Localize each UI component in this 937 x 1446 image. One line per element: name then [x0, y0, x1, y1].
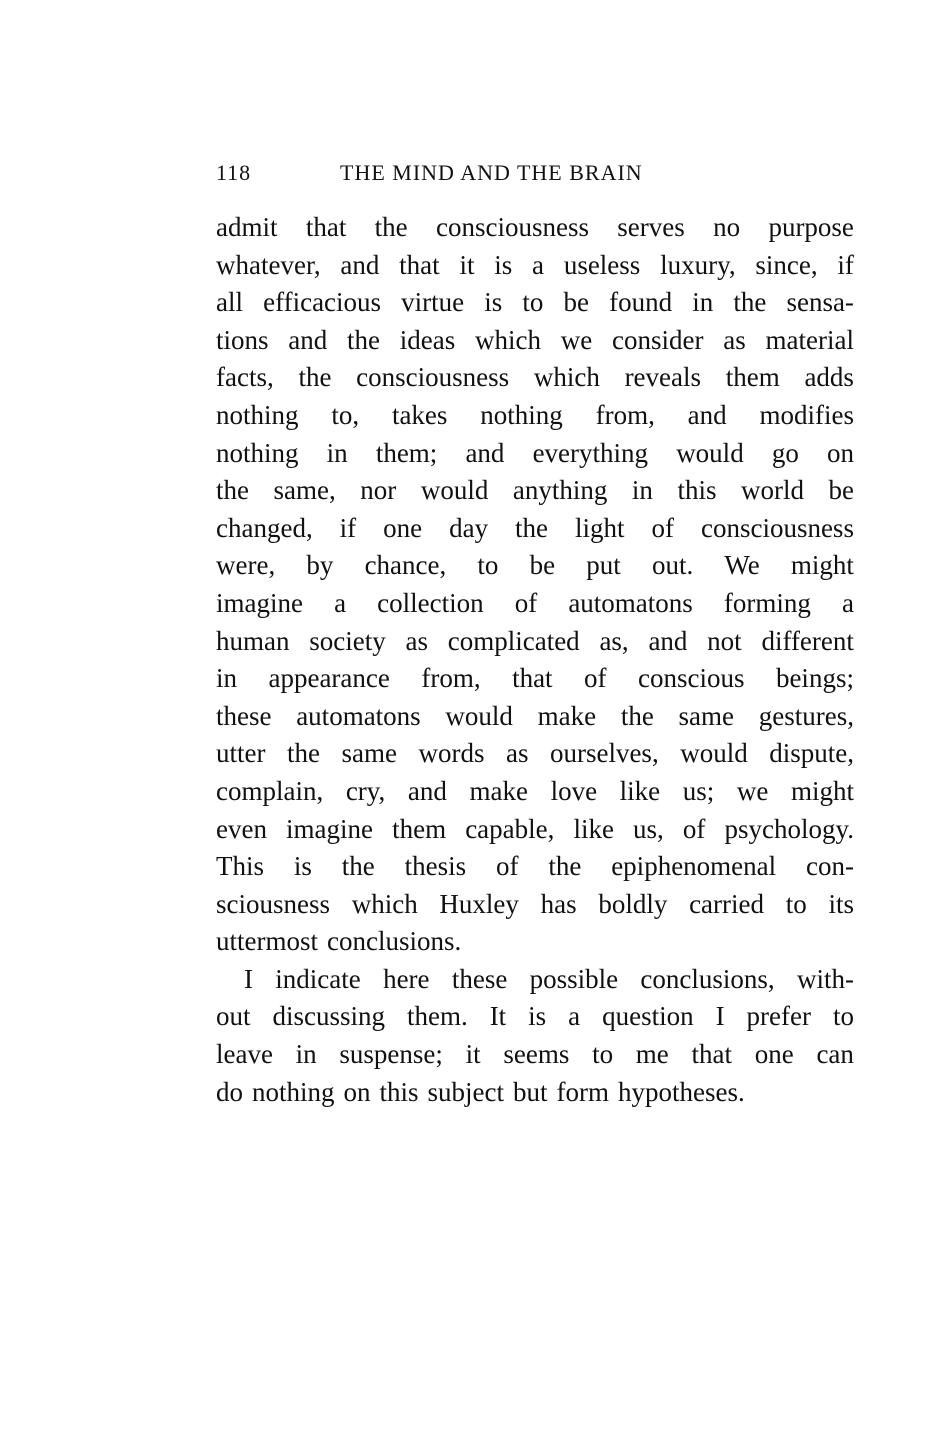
text-line: whatever, and that it is a useless luxury, since, if [216, 249, 854, 280]
text-line: admit that the consciousness serves no purpose [216, 212, 854, 242]
text-line: This is the thesis of the epiphenomenal con- [216, 851, 854, 882]
text-line: even imagine them capable, like us, of psychology. [216, 813, 854, 844]
text-line: nothing to, takes nothing from, and modifies [216, 399, 854, 430]
paragraph-1 [216, 209, 854, 961]
text-line: facts, the consciousness which reveals them adds [216, 362, 854, 393]
page-number: 118 [216, 160, 252, 185]
page-header [216, 160, 856, 190]
text-line: leave in suspense; it seems to me that one can [216, 1039, 854, 1070]
text-line: were, by chance, to be put out. We might [216, 550, 854, 581]
text-line: I indicate here these possible conclusions, with- [244, 963, 854, 994]
text-line: in appearance from, that of conscious beings; [216, 663, 854, 694]
paragraph-2 [216, 961, 854, 1111]
text-line: the same, nor would anything in this world be [216, 475, 854, 506]
running-head: THE MIND AND THE BRAIN [340, 160, 643, 185]
text-line: utter the same words as ourselves, would dispute, [216, 738, 854, 769]
text-line: sciousness which Huxley has boldly carried to its [216, 888, 854, 919]
text-line: tions and the ideas which we consider as material [216, 324, 854, 355]
text-line: do nothing on this subject but form hypotheses. [216, 1076, 745, 1107]
text-line: imagine a collection of automatons forming a [216, 587, 854, 618]
page-body [216, 209, 854, 1111]
text-line: these automatons would make the same gestures, [216, 700, 854, 731]
text-line: nothing in them; and everything would go on [216, 437, 854, 468]
text-line: out discussing them. It is a question I prefer to [216, 1001, 854, 1032]
text-line: uttermost conclusions. [216, 926, 462, 957]
text-line: complain, cry, and make love like us; we might [216, 775, 854, 806]
text-line: changed, if one day the light of consciousness [216, 512, 854, 543]
text-line: all efficacious virtue is to be found in the sensa- [216, 287, 854, 318]
text-line: human society as complicated as, and not different [216, 625, 854, 656]
